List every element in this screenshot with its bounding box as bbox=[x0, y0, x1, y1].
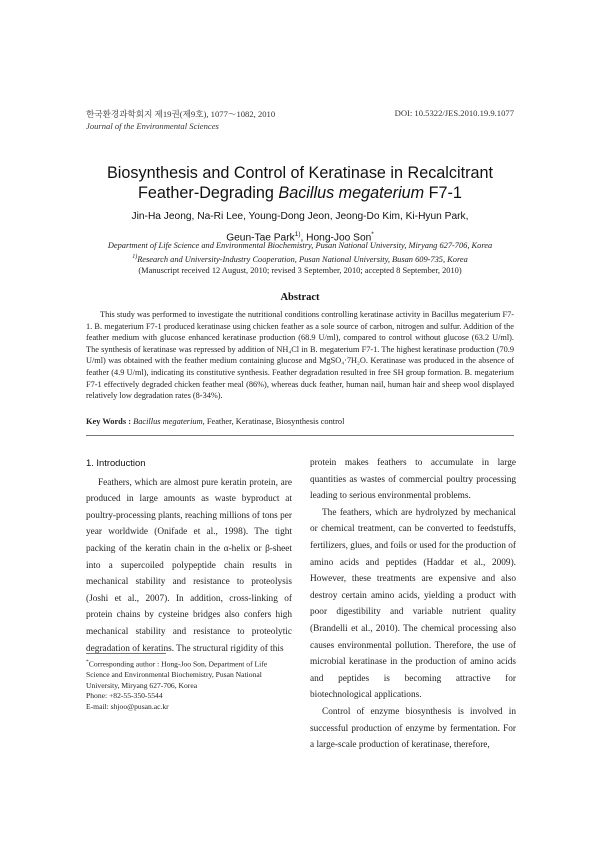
footnote-phone: Phone: +82-55-350-5544 bbox=[86, 691, 163, 701]
title-suffix: F7-1 bbox=[424, 184, 462, 202]
journal-name: Journal of the Environmental Sciences bbox=[86, 121, 219, 131]
affiliations bbox=[70, 240, 530, 276]
footnote-email: E-mail: shjoo@pusan.ac.kr bbox=[86, 701, 169, 711]
keywords bbox=[86, 417, 344, 426]
footnote-divider bbox=[86, 653, 166, 654]
journal-header bbox=[86, 108, 275, 132]
paper-title bbox=[60, 163, 540, 203]
author-park-mark: 1) bbox=[294, 231, 301, 238]
intro-paragraph-2: The feathers, which are hydrolyzed by mechanical or chemical treatment, can be converted to feedstuffs, fertilizers, glues, and foils or used for the production of amino acids and peptides (Haddar et al., 2009). However, these treatments are expensive and also destroy certain amino acids, yielding a product with poor digestibility and variable nutrient quality (Brandelli et al., 2010). The chemical processing also causes environmental pollution. Therefore, the use of microbial keratinase in the production of amino acids and peptides is becoming attractive for biotechnological applications. bbox=[310, 507, 516, 701]
footnote bbox=[86, 657, 292, 712]
corresponding-mark: * bbox=[371, 231, 374, 238]
affiliation-mark: 1) bbox=[132, 253, 138, 260]
title-prefix: Feather-Degrading bbox=[138, 184, 279, 202]
footnote-mark: * bbox=[86, 659, 89, 665]
author-park: Geun-Tae Park bbox=[226, 232, 295, 244]
keywords-list: , Feather, Keratinase, Biosynthesis control bbox=[202, 417, 345, 426]
title-line-1: Biosynthesis and Control of Keratinase in Recalcitrant bbox=[106, 164, 493, 182]
abstract-body: This study was performed to investigate the nutritional conditions controlling keratinase activity in Bacillus megaterium F7-1. B. megaterium F7-1 produced keratinase using chicken feather as a sole source of carbon, nitrogen and sulfur. Addition of the feather medium with glucose enhanced keratinase production (68.9 U/ml), compared to control without glucose (63.2 U/ml). The synthesis of keratinase was repressed by addition of NH₄Cl in B. megaterium F7-1. The highest keratinase production (70.9 U/ml) was obtained with the feather medium containing glucose and MgSO₄·7H₂O. Keratinase was produced in the absence of feather (4.9 U/ml), indicating its constitutive synthesis. Feather degradation resulted in free SH group formation. B. megaterium F7-1 effectively degraded chicken feather meal (86%), whereas duck feather, human nail, human hair and sheep wool displayed relatively low degradation rates (8-34%). bbox=[86, 310, 514, 401]
affiliation-coop-text: Research and University-Industry Cooperation, Pusan National University, Busan 609-735, Korea bbox=[137, 254, 468, 264]
affiliation-dept: Department of Life Science and Environmental Biochemistry, Pusan National University, Miryang 627-706, Korea bbox=[107, 241, 493, 250]
journal-citation-korean: 한국환경과학회지 제19권(제9호), 1077～1082, 2010 bbox=[86, 109, 276, 119]
abstract-heading: Abstract bbox=[280, 292, 320, 303]
authors-line-1: Jin-Ha Jeong, Na-Ri Lee, Young-Dong Jeon, Jeong-Do Kim, Ki-Hyun Park, bbox=[131, 211, 469, 222]
title-line-2 bbox=[60, 183, 540, 203]
keywords-divider bbox=[86, 435, 514, 436]
intro-paragraph-3: Control of enzyme biosynthesis is involved in successful production of enzyme by fermentation. For a large-scale production of keratinase, therefore, bbox=[310, 706, 516, 751]
doi-text: DOI: 10.5322/JES.2010.19.9.1077 bbox=[394, 108, 514, 118]
manuscript-dates: (Manuscript received 12 August, 2010; revised 3 September, 2010; accepted 8 September, 2010) bbox=[138, 265, 462, 275]
keywords-label: Key Words : bbox=[86, 417, 134, 426]
left-column bbox=[86, 455, 292, 657]
intro-paragraph-1: Feathers, which are almost pure keratin protein, are produced in large amounts as waste byproduct at poultry-processing plants, reaching millions of tons per year worldwide (Onifade et al., 1998). The tight packing of the keratin chain in the α-helix or β-sheet into a supercoiled polypeptide chain results in mechanical stability and resistance to proteolysis (Joshi et al., 2007). In addition, cross-linking of protein chains by cysteine bridges also confers high mechanical stability and resistance to proteolytic degradation of keratins. The structural rigidity of this bbox=[86, 477, 292, 654]
footnote-corresponding bbox=[86, 657, 292, 691]
intro-paragraph-1-cont: protein makes feathers to accumulate in large quantities as wastes of commercial poultry processing leading to serious environmental problems. bbox=[310, 458, 516, 502]
keywords-species: Bacillus megaterium bbox=[133, 417, 203, 426]
right-column bbox=[310, 455, 516, 754]
footnote-author: Corresponding author : Hong-Joo Son, Department of Life Science and Environmental Biochemistry, Pusan National University, Miryang 627-706, Korea bbox=[86, 659, 268, 690]
author-son: , Hong-Joo Son bbox=[300, 232, 372, 244]
section-heading-introduction: 1. Introduction bbox=[86, 457, 146, 468]
affiliation-coop bbox=[70, 252, 530, 265]
title-species: Bacillus megaterium bbox=[278, 184, 425, 202]
